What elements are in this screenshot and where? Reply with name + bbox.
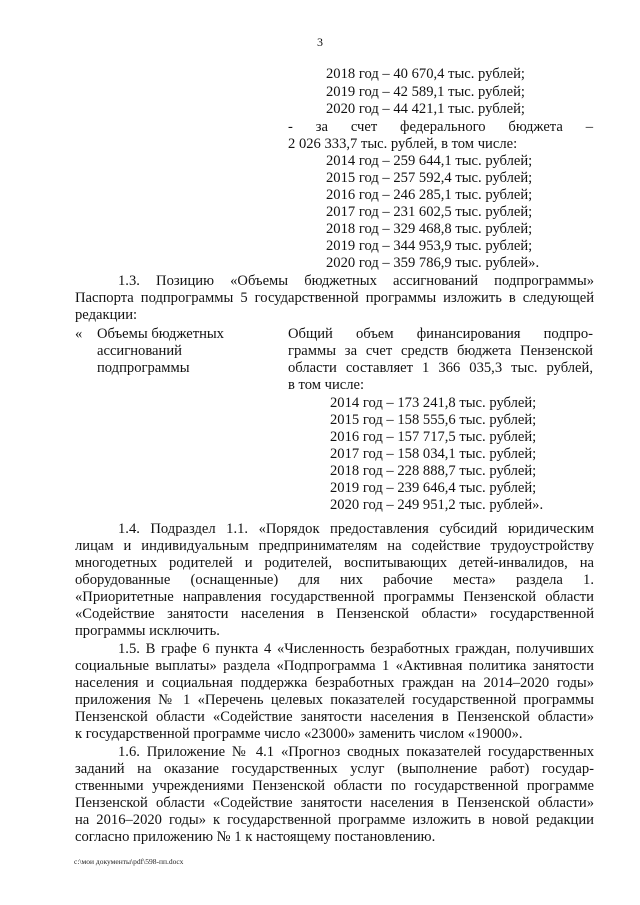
paragraph-1-6-line: согласно приложению № 1 к настоящему постановлению. (75, 829, 436, 845)
open-quote: « (75, 326, 83, 342)
file-path-footer: c:\мои документы\pdf\598-пп.docx (74, 857, 184, 866)
federal-budget-total: 2 026 333,7 тыс. рублей, в том числе: (288, 136, 518, 152)
paragraph-1-6-line: Пензенской области «Содействие занятости населения в Пензенской области» (75, 795, 594, 811)
paragraph-1-5-line: к государственной программе число «23000» заменить числом «19000». (75, 726, 523, 742)
paragraph-1-4-line: лицам и индивидуальным предпринимателям на содействие трудоустройству (75, 538, 594, 554)
table-left-cell: Объемы бюджетных (97, 326, 224, 342)
table-right-text: граммы за счет средств бюджета Пензенской (288, 343, 593, 359)
paragraph-1-3-line: Паспорта подпрограммы 5 государственной программы изложить в следующей (75, 290, 594, 306)
table-year-line: 2017 год – 158 034,1 тыс. рублей; (330, 446, 537, 462)
federal-year-line: 2019 год – 344 953,9 тыс. рублей; (326, 238, 533, 254)
paragraph-1-4-line: «Содействие занятости населения в Пензенской области» государственной (75, 606, 594, 622)
paragraph-1-5-line: социальные выплаты» раздела «Подпрограмма 1 «Активная политика занятости (75, 658, 594, 674)
federal-year-line: 2018 год – 329 468,8 тыс. рублей; (326, 221, 533, 237)
paragraph-1-3-line: 1.3. Позицию «Объемы бюджетных ассигнований подпрограммы» (118, 273, 594, 289)
table-right-text: области составляет 1 366 035,3 тыс. рублей, (288, 360, 593, 376)
table-year-line: 2018 год – 228 888,7 тыс. рублей; (330, 463, 537, 479)
table-year-line: 2016 год – 157 717,5 тыс. рублей; (330, 429, 537, 445)
paragraph-1-3-line: редакции: (75, 307, 138, 323)
paragraph-1-4-line: многодетных родителей и родителей, воспитывающих детей-инвалидов, на (75, 555, 594, 571)
federal-budget-heading: - за счет федерального бюджета – (288, 119, 593, 135)
table-left-cell: ассигнований (97, 343, 182, 359)
paragraph-1-5-line: населения и социальная поддержка безработных граждан на 2014–2020 годы» (75, 675, 594, 691)
table-year-line: 2014 год – 173 241,8 тыс. рублей; (330, 395, 537, 411)
table-left-cell: подпрограммы (97, 360, 190, 376)
paragraph-1-5-line: приложения № 1 «Перечень целевых показателей государственной программы (75, 692, 594, 708)
paragraph-1-4-line: «Приоритетные направления государственной программы Пензенской области (75, 589, 594, 605)
federal-year-line: 2016 год – 246 285,1 тыс. рублей; (326, 187, 533, 203)
table-year-line: 2019 год – 239 646,4 тыс. рублей; (330, 480, 537, 496)
table-right-text: Общий объем финансирования подпро- (288, 326, 593, 342)
table-right-text: в том числе: (288, 377, 365, 393)
federal-year-line: 2020 год – 359 786,9 тыс. рублей». (326, 255, 540, 271)
paragraph-1-5-line: 1.5. В графе 6 пункта 4 «Численность безработных граждан, получивших (118, 641, 594, 657)
paragraph-1-4-line: оборудованные (оснащенные) для них рабочие места» раздела 1. (75, 572, 594, 588)
paragraph-1-6-line: заданий на оказание государственных услуг (выполнение работ) государ- (75, 761, 594, 777)
table-year-line: 2015 год – 158 555,6 тыс. рублей; (330, 412, 537, 428)
paragraph-1-4-line: программы исключить. (75, 623, 220, 639)
budget-line: 2020 год – 44 421,1 тыс. рублей; (326, 101, 525, 117)
paragraph-1-6-line: на 2016–2020 годы» к государственной программе изложить в новой редакции (75, 812, 594, 828)
paragraph-1-6-line: ственными учреждениями Пензенской области по государственной программе (75, 778, 594, 794)
federal-year-line: 2015 год – 257 592,4 тыс. рублей; (326, 170, 533, 186)
paragraph-1-4-line: 1.4. Подраздел 1.1. «Порядок предоставления субсидий юридическим (118, 521, 594, 537)
federal-year-line: 2017 год – 231 602,5 тыс. рублей; (326, 204, 533, 220)
budget-line: 2018 год – 40 670,4 тыс. рублей; (326, 66, 525, 82)
federal-year-line: 2014 год – 259 644,1 тыс. рублей; (326, 153, 533, 169)
budget-line: 2019 год – 42 589,1 тыс. рублей; (326, 84, 525, 100)
paragraph-1-6-line: 1.6. Приложение № 4.1 «Прогноз сводных показателей государственных (118, 744, 594, 760)
table-year-line: 2020 год – 249 951,2 тыс. рублей». (330, 497, 544, 513)
paragraph-1-5-line: Пензенской области «Содействие занятости населения в Пензенской области» (75, 709, 594, 725)
page-number: 3 (317, 35, 323, 49)
